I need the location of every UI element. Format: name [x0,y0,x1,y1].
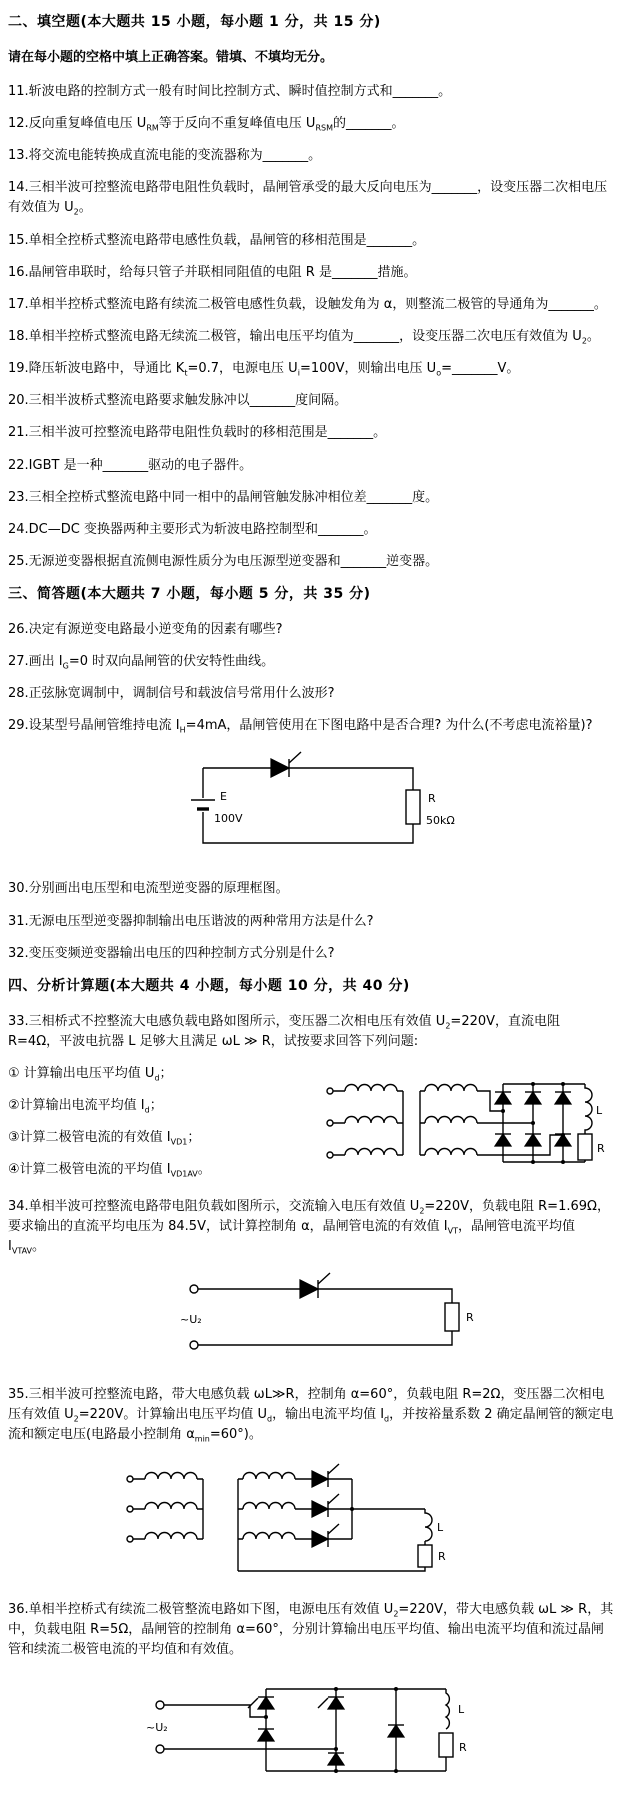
diode-icons [258,1725,404,1765]
resistor-icon [578,1134,592,1160]
question-line: 31.无源电压型逆变器抑制输出电压谐波的两种常用方法是什么? [8,913,374,929]
inductor-label: L [596,1103,603,1117]
question-33-block [8,1064,615,1193]
question-line: 25.无源逆变器根据直流侧电源性质分为电压源型逆变器和_______逆变器。 [8,553,439,569]
question-line: 27.画出 $I_G=0$ 时双向晶闸管的伏安特性曲线。 [8,653,275,671]
fill-blank-instruction: 请在每小题的空格中填上正确答案。错填、不填均无分。 [8,49,334,65]
section-short-answer-title: 三、简答题(本大题共 7 小题，每小题 5 分，共 35 分) [8,586,371,603]
question-line: 13.将交流电能转换成直流电能的变流器称为_______。 [8,148,322,164]
question-line: 18.单相半控桥式整流电路无续流二极管，输出电压平均值为_______，设变压器二次电压有效值为 $U_2$。 [8,328,600,346]
question-line: 17.单相半控桥式整流电路有续流二极管电感性负载，设触发角为 α，则整流二极管的导通角为_______。 [8,296,607,312]
figure-q36-circuit [146,1673,615,1792]
question-line: 30.分别画出电压型和电流型逆变器的原理框图。 [8,881,289,897]
question-line: 14.三相半波可控整流电路带电阻性负载时，晶闸管承受的最大反向电压为_______，设变压器二次相电压有效值为 $U_2$。 [8,180,608,217]
question-line: 11.斩波电路的控制方式一般有时间比控制方式、瞬时值控制方式和_______。 [8,83,452,99]
thyristor-icons [312,1464,339,1547]
fill-blank-questions [8,82,615,572]
question-line: 16.晶闸管串联时，给每只管子并联相同阻值的电阻 R 是_______措施。 [8,264,417,280]
question-line: 22.IGBT 是一种_______驱动的电子器件。 [8,457,253,473]
figure-q33-circuit [320,1066,620,1193]
source-value: 100V [214,812,243,826]
resistor-label: R [459,1740,467,1754]
resistor-icon [418,1545,432,1567]
short-answer-questions-1 [8,620,615,737]
question-line: 21.三相半波可控整流电路带电阻性负载时的移相范围是_______。 [8,425,387,441]
question-line: ②计算输出电流平均值 $I_d$； [8,1098,163,1115]
source-label: ~U₂ [180,1313,202,1327]
resistor-icon [445,1303,459,1331]
inductor-label: L [458,1702,465,1716]
thyristor-icon [300,1273,330,1298]
question-34-text: 34.单相半波可控整流电路带电阻负载如图所示，交流输入电压有效值 $U_2=220V$，负载电阻 R=1.69Ω，要求输出的直流平均电压为 84.5V，试计算控制角 α，晶闸管电流的有效值 $I_{VT}$，晶闸管电流平均值 $I_{VTAV}$。 [8,1199,610,1256]
short-answer-questions-2 [8,879,615,963]
section-fill-blank-title: 二、填空题(本大题共 15 小题，每小题 1 分，共 15 分) [8,14,381,30]
resistor-label: R [428,792,436,806]
question-line: 26.决定有源逆变电路最小逆变角的因素有哪些? [8,621,283,637]
question-line: 23.三相全控桥式整流电路中同一相中的晶闸管触发脉冲相位差_______度。 [8,489,439,505]
thyristor-icon [271,752,301,777]
question-line: 24.DC—DC 变换器两种主要形式为斩波电路控制型和_______。 [8,521,377,537]
question-line: 32.变压变频逆变器输出电压的四种控制方式分别是什么? [8,945,335,961]
question-line: 19.降压斩波电路中，导通比 $K_t=0.7$，电源电压 $U_i=100V$，则输出电压 $U_o=\_\_\_\_\_\_\_V$。 [8,361,520,378]
inductor-label: L [437,1520,444,1534]
figure-q34-circuit [180,1269,615,1368]
question-line: 29.设某型号晶闸管维持电流 $I_H=4mA$，晶闸管使用在下图电路中是否合理? 为什么(不考虑电流裕量)? [8,718,593,735]
question-33-items [8,1064,308,1193]
thyristor-icons [248,1697,344,1709]
resistor-value: 50kΩ [426,814,455,828]
question-35-text: 35.三相半波可控整流电路，带大电感负载 ωL≫R，控制角 α=60°，负载电阻 R=2Ω，变压器二次相电压有效值 $U_2=220V$。计算输出电压平均值 $U_d$，输出电流平均值 $I_d$，并按裕量系数 2 确定晶闸管的额定电流和额定电压(电路最小控制角 $\alpha_{min}=60^\circ$)。 [8,1386,614,1444]
question-line: 12.反向重复峰值电压 $U_{RM}$等于反向不重复峰值电压 $U_{RSM}$的_______。 [8,115,405,133]
question-line: 15.单相全控桥式整流电路带电感性负载，晶闸管的移相范围是_______。 [8,232,426,248]
question-line: 28.正弦脉宽调制中，调制信号和载波信号常用什么波形? [8,686,335,702]
source-label: ~U₂ [146,1720,168,1734]
resistor-label: R [466,1311,474,1325]
source-label: E [220,790,227,804]
question-36-text: 36.单相半控桥式有续流二极管整流电路如下图，电源电压有效值 $U_2=220V$，带大电感负载 ωL ≫ R，其中，负载电阻 R=5Ω，晶闸管的控制角 α=60°，分别计算输出电压平均值、输出电流平均值和流过晶闸管和续流二极管电流的平均值和有效值。 [8,1602,614,1658]
resistor-label: R [438,1549,446,1563]
resistor-label: R [597,1141,605,1155]
figure-q35-circuit [120,1457,615,1584]
question-line: ④计算二极管电流的平均值 $I_{VD1AV}$。 [8,1162,211,1179]
question-line: ③计算二极管电流的有效值 $I_{VD1}$； [8,1130,201,1147]
resistor-icon [406,790,420,824]
question-line: 20.三相半波桥式整流电路要求触发脉冲以_______度间隔。 [8,393,348,409]
section-calc-title: 四、分析计算题(本大题共 4 小题，每小题 10 分，共 40 分) [8,977,410,994]
question-line: ① 计算输出电压平均值 $U_d$； [8,1065,173,1083]
resistor-icon [439,1733,453,1757]
question-33-text: 33.三相桥式不控整流大电感负载电路如图所示，变压器二次相电压有效值 $U_2=220V$，直流电阻 R=4Ω，平波电抗器 L 足够大且满足 ωL ≫ R，试按要求回答下列问题: [8,1013,561,1049]
figure-q29-circuit [158,748,615,863]
